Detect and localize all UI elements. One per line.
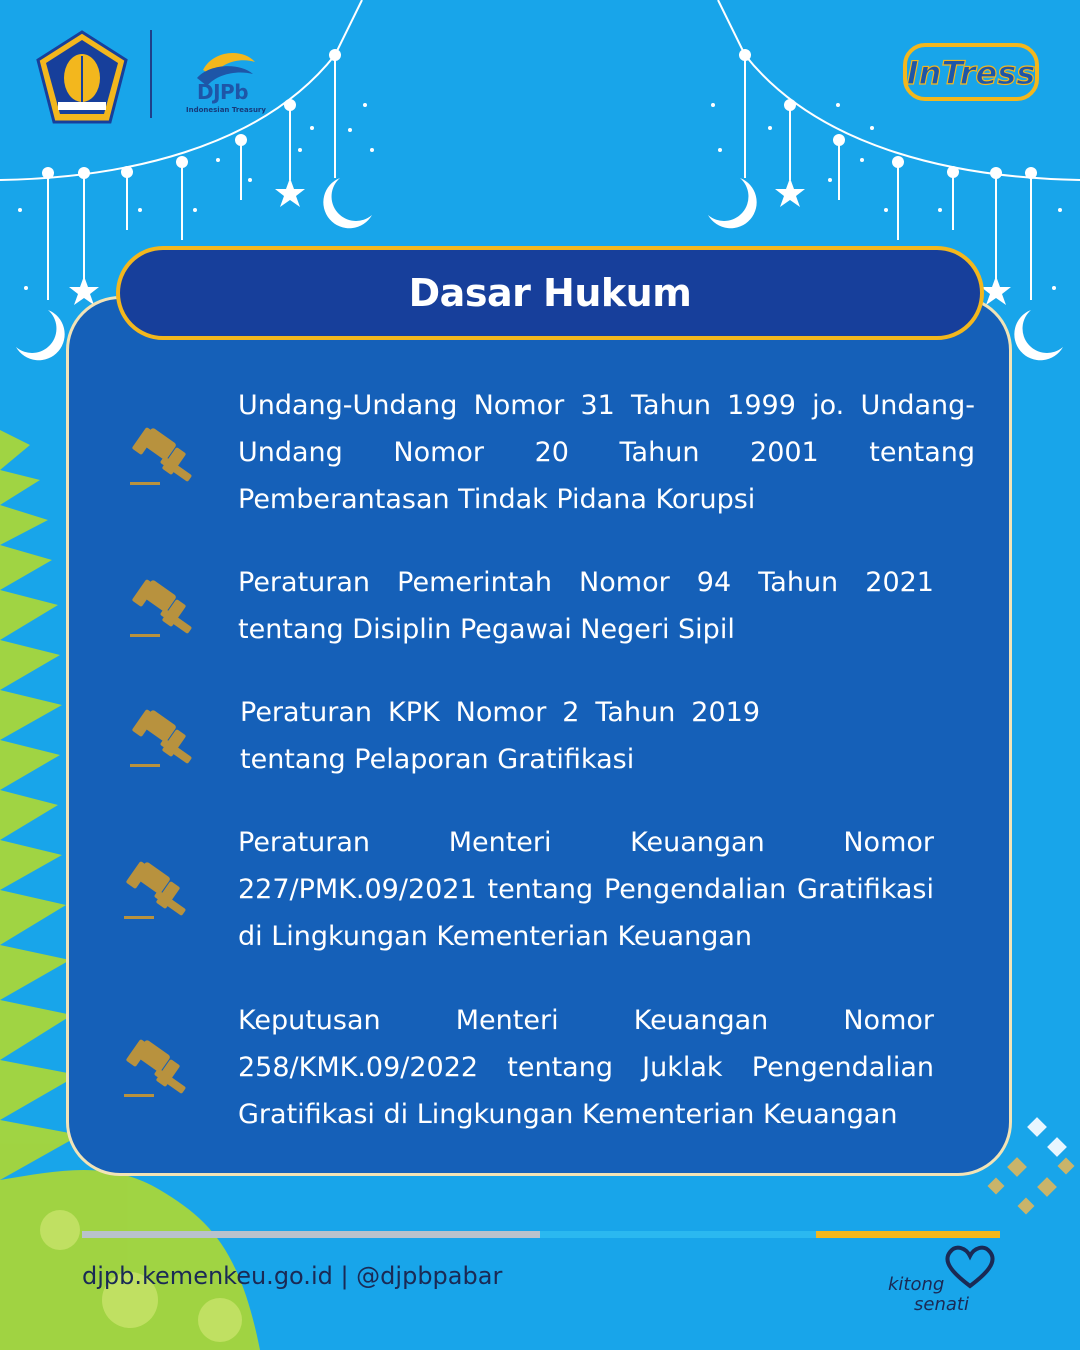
kitong-text: kitong xyxy=(888,1274,945,1295)
gavel-icon xyxy=(122,858,200,926)
intress-logo xyxy=(902,42,1040,102)
page-title: Dasar Hukum xyxy=(408,271,692,315)
item-text: Peraturan KPK Nomor 2 Tahun 2019 tentang Pelaporan Gratifikasi xyxy=(240,697,760,775)
footer-bar-blue xyxy=(540,1231,816,1238)
gavel-icon xyxy=(122,1036,200,1104)
gavel-icon xyxy=(128,576,206,644)
item-text: Peraturan Pemerintah Nomor 94 Tahun 2021 tentang Disiplin Pegawai Negeri Sipil xyxy=(238,567,934,645)
footer-bar-gray xyxy=(82,1231,540,1238)
intress-logo-text: InTress xyxy=(906,54,1036,92)
senati-text: senati xyxy=(914,1294,969,1315)
item-text: Undang-Undang Nomor 31 Tahun 1999 jo. Undang-Undang Nomor 20 Tahun 2001 tentang Pemberantasan Tindak Pidana Korupsi xyxy=(238,390,975,515)
footer-bar-gold xyxy=(816,1231,1000,1238)
gavel-icon xyxy=(128,424,206,492)
kitong-senati-logo xyxy=(884,1244,1004,1318)
header-pill xyxy=(116,246,984,340)
djpb-logo-text: DJPb xyxy=(197,80,249,104)
djpb-logo-subtitle: Indonesian Treasury xyxy=(186,106,266,114)
item-text: Peraturan Menteri Keuangan Nomor 227/PMK.09/2021 tentang Pengendalian Gratifikasi di Lingkungan Kementerian Keuangan xyxy=(238,827,934,952)
footer-contact: djpb.kemenkeu.go.id | @djpbpabar xyxy=(82,1262,503,1290)
logo-divider xyxy=(150,30,152,118)
item-text: Keputusan Menteri Keuangan Nomor 258/KMK.09/2022 tentang Juklak Pengendalian Gratifikasi di Lingkungan Kementerian Keuangan xyxy=(238,1005,934,1130)
kemenkeu-emblem-logo xyxy=(36,30,128,126)
gavel-icon xyxy=(128,706,206,774)
